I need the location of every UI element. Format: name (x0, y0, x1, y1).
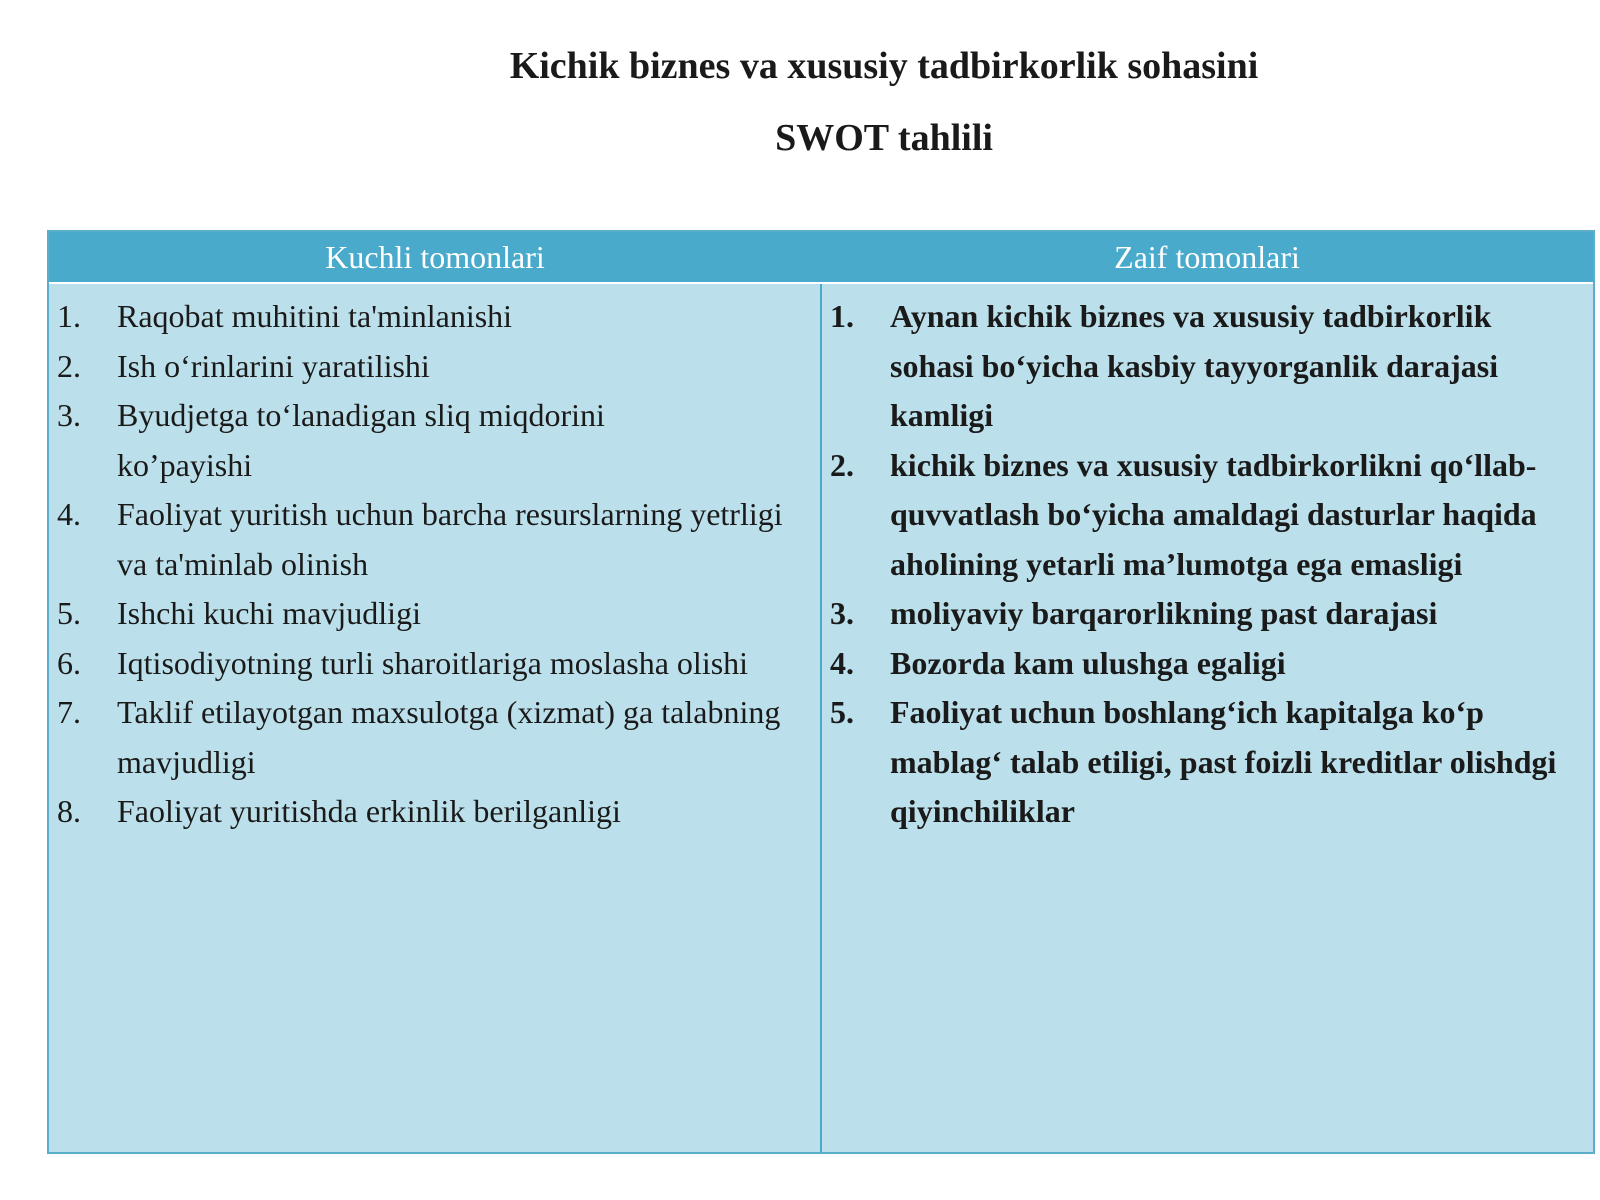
strength-item (57, 490, 800, 589)
weakness-item (830, 688, 1573, 837)
item-number: 3. (830, 595, 854, 631)
title-block (0, 30, 1600, 174)
strength-item (57, 342, 800, 392)
weakness-item (830, 639, 1573, 689)
table-header (49, 232, 1593, 284)
page-title: Kichik biznes va xususiy tadbirkorlik sohasini (509, 45, 1259, 87)
item-number: 5. (57, 595, 81, 631)
item-number: 3. (57, 397, 81, 433)
strengths-header: Kuchli tomonlari (325, 239, 545, 275)
weakness-item (830, 441, 1573, 590)
item-number: 6. (57, 644, 81, 681)
item-number: 7. (57, 694, 81, 730)
item-number: 4. (57, 496, 81, 532)
item-text: Faoliyat uchun boshlang‘ich kapitalga ko‘p mablag‘ talab etiligi, past foizli kreditlar olishdgi qiyinchiliklar (890, 694, 1557, 829)
item-text: Iqtisodiyotning turli sharoitlariga moslasha olishi (117, 644, 749, 681)
item-number: 5. (830, 694, 854, 730)
strength-item (57, 639, 800, 689)
swot-table (47, 230, 1595, 1154)
strength-item (57, 787, 800, 837)
item-text: Aynan kichik biznes va xususiy tadbirkorlik sohasi bo‘yicha kasbiy tayyorganlik darajasi kamligi (890, 298, 1499, 433)
item-text: Faoliyat yuritishda erkinlik berilganligi (117, 793, 621, 829)
weakness-item (830, 292, 1573, 441)
item-text: Faoliyat yuritish uchun barcha resurslarning yetrligi va ta'minlab olinish (117, 496, 783, 582)
strengths-column (49, 284, 822, 1152)
weaknesses-column (822, 284, 1593, 1152)
item-number: 8. (57, 793, 81, 829)
item-text: Byudjetga to‘lanadigan sliq miqdorini ko’payishi (117, 397, 605, 483)
item-number: 4. (830, 644, 854, 681)
item-number: 2. (57, 347, 81, 384)
item-text: Ishchi kuchi mavjudligi (117, 595, 421, 631)
strength-item (57, 589, 800, 639)
item-text: Ish o‘rinlarini yaratilishi (117, 347, 430, 384)
weaknesses-header: Zaif tomonlari (1114, 239, 1300, 275)
strength-item (57, 391, 800, 490)
item-text: kichik biznes va xususiy tadbirkorlikni qo‘llab-quvvatlash bo‘yicha amaldagi dasturlar haqida aholining yetarli ma’lumotga ega emasligi (890, 446, 1537, 582)
strength-item (57, 292, 800, 342)
item-number: 1. (57, 298, 81, 334)
item-number: 1. (830, 298, 854, 334)
item-text: moliyaviy barqarorlikning past darajasi (890, 595, 1438, 631)
item-text: Bozorda kam ulushga egaligi (890, 644, 1286, 681)
weakness-item (830, 589, 1573, 639)
table-body (49, 284, 1593, 1152)
item-number: 2. (830, 446, 854, 483)
strength-item (57, 688, 800, 787)
page-subtitle: SWOT tahlili (775, 117, 993, 159)
item-text: Taklif etilayotgan maxsulotga (xizmat) ga talabning mavjudligi (117, 694, 781, 780)
item-text: Raqobat muhitini ta'minlanishi (117, 298, 513, 334)
